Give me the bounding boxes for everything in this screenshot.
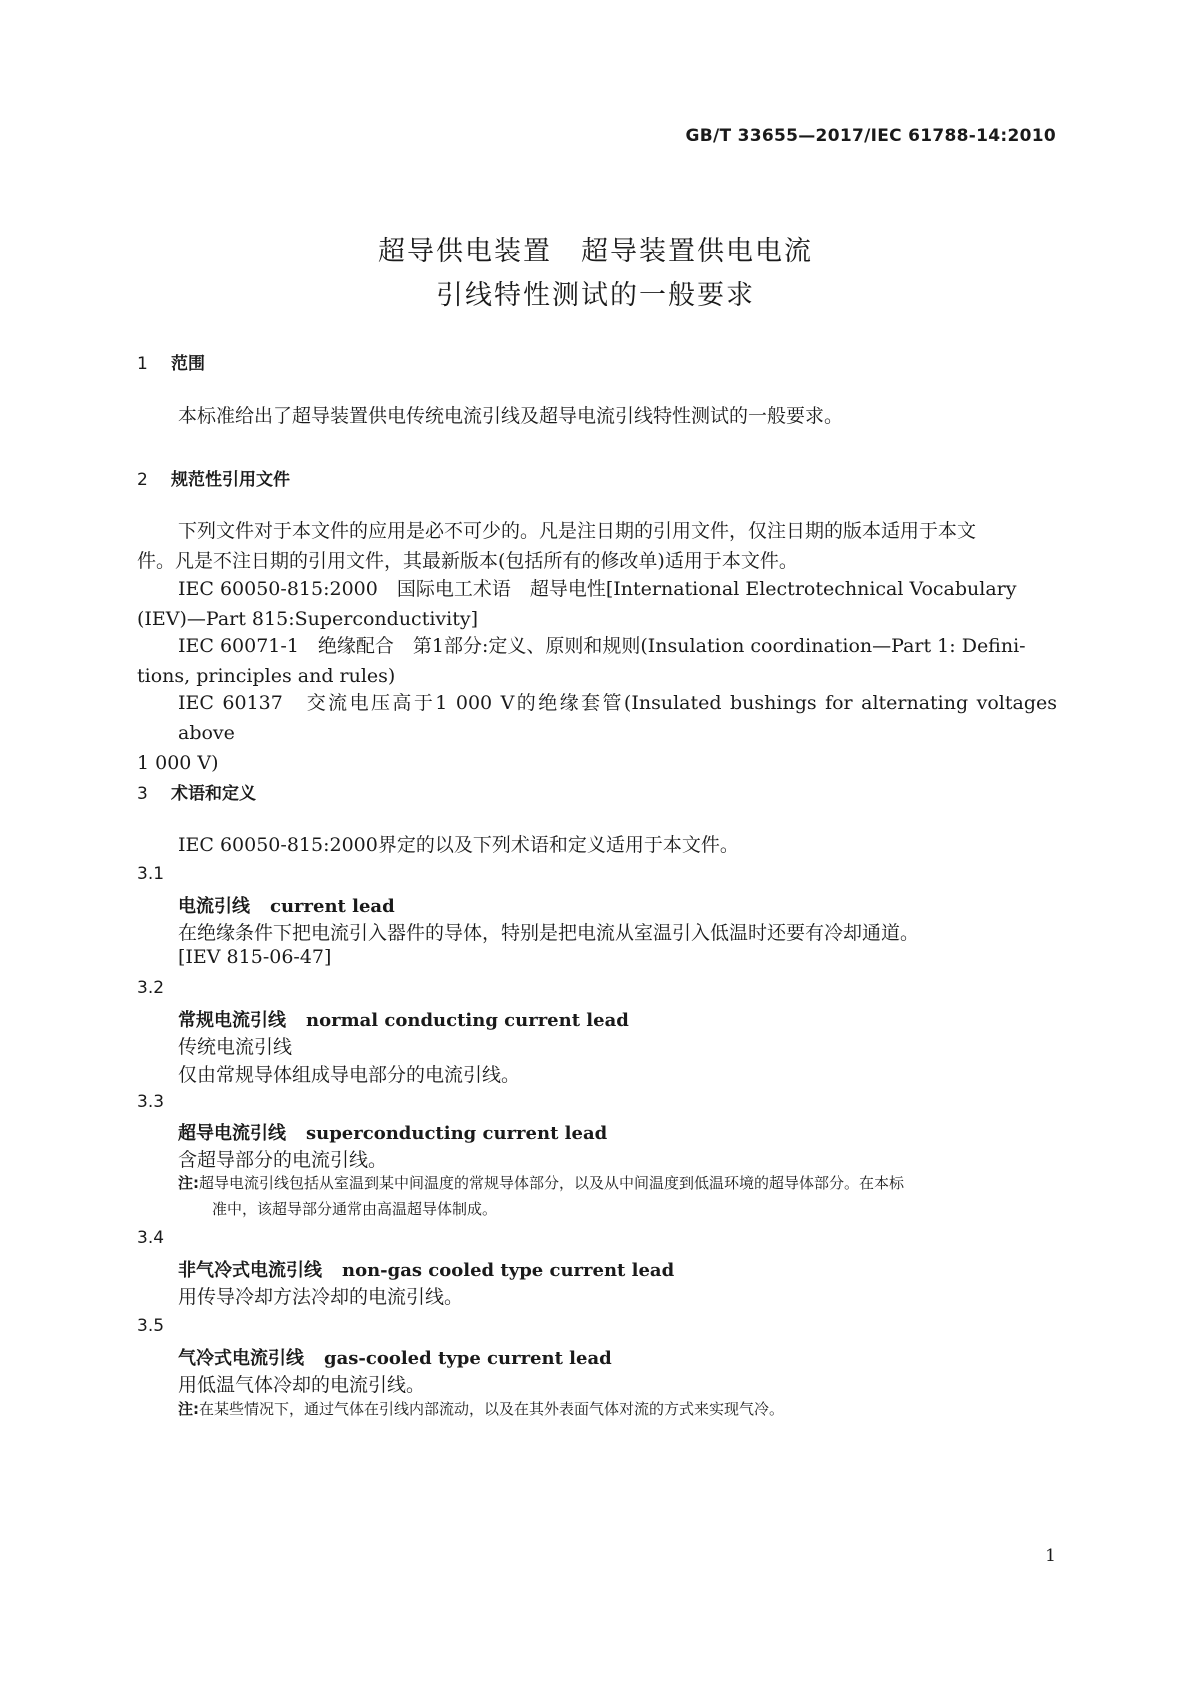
reference-item — [137, 574, 1057, 634]
page-number: 1 — [1045, 1546, 1056, 1566]
term-note — [178, 1396, 1058, 1422]
term-heading — [178, 1119, 607, 1145]
term-en: superconducting current lead — [306, 1123, 608, 1144]
reference-line: (IEV)—Part 815:Superconductivity] — [137, 608, 479, 630]
section-title: 规范性引用文件 — [171, 470, 290, 490]
reference-item — [137, 631, 1057, 691]
clause-number: 3.2 — [137, 978, 165, 998]
term-heading — [178, 892, 395, 918]
term-definition: 仅由常规导体组成导电部分的电流引线。 — [178, 1064, 521, 1086]
term-en: non-gas cooled type current lead — [342, 1260, 675, 1281]
section-heading-3 — [137, 779, 256, 804]
reference-line: tions, principles and rules) — [137, 665, 396, 687]
terms-intro-paragraph: IEC 60050-815:2000界定的以及下列术语和定义适用于本文件。 — [178, 834, 739, 856]
note-text: 准中，该超导部分通常由高温超导体制成。 — [212, 1200, 498, 1218]
term-zh: 常规电流引线 — [178, 1010, 286, 1031]
section-number: 3 — [137, 784, 148, 804]
term-definition: 在绝缘条件下把电流引入器件的导体，特别是把电流从室温引入低温时还要有冷却通道。 — [178, 922, 920, 944]
intro-line: 件。凡是不注日期的引用文件，其最新版本(包括所有的修改单)适用于本文件。 — [137, 550, 798, 572]
section-number: 1 — [137, 354, 148, 374]
intro-line: 下列文件对于本文件的应用是必不可少的。凡是注日期的引用文件，仅注日期的版本适用于本文 — [178, 520, 977, 542]
scope-paragraph: 本标准给出了超导装置供电传统电流引线及超导电流引线特性测试的一般要求。 — [178, 405, 844, 427]
term-en: gas-cooled type current lead — [324, 1348, 612, 1369]
term-heading — [178, 1344, 612, 1370]
term-note — [178, 1170, 1058, 1222]
note-text: 超导电流引线包括从室温到某中间温度的常规导体部分，以及从中间温度到低温环境的超导体部分。在本标 — [199, 1174, 905, 1192]
term-heading — [178, 1006, 629, 1032]
document-title-line1: 超导供电装置 超导装置供电电流 — [378, 236, 813, 267]
section-number: 2 — [137, 470, 148, 490]
clause-number: 3.4 — [137, 1228, 165, 1248]
reference-line: IEC 60071-1 绝缘配合 第1部分:定义、原则和规则(Insulation coordination—Part 1: Defini- — [178, 635, 1026, 657]
term-definition: 用传导冷却方法冷却的电流引线。 — [178, 1286, 464, 1308]
term-zh: 超导电流引线 — [178, 1123, 286, 1144]
reference-line: IEC 60050-815:2000 国际电工术语 超导电性[International Electrotechnical Vocabulary — [178, 578, 1017, 600]
term-en: current lead — [270, 896, 395, 917]
term-zh: 气冷式电流引线 — [178, 1348, 304, 1369]
term-definition: 用低温气体冷却的电流引线。 — [178, 1374, 426, 1396]
standard-code: GB/T 33655—2017/IEC 61788-14:2010 — [685, 126, 1056, 146]
note-label: 注: — [178, 1400, 199, 1418]
clause-number: 3.5 — [137, 1316, 165, 1336]
term-synonym: 传统电流引线 — [178, 1036, 293, 1058]
note-label: 注: — [178, 1174, 199, 1192]
document-title-line2: 引线特性测试的一般要求 — [436, 280, 755, 311]
section-heading-2 — [137, 465, 290, 490]
note-text: 在某些情况下，通过气体在引线内部流动，以及在其外表面气体对流的方式来实现气冷。 — [199, 1400, 785, 1418]
reference-item — [137, 688, 1057, 778]
term-en: normal conducting current lead — [306, 1010, 629, 1031]
clause-number: 3.1 — [137, 864, 165, 884]
section-title: 术语和定义 — [171, 784, 256, 804]
term-zh: 电流引线 — [178, 896, 250, 917]
reference-line: IEC 60137 交流电压高于1 000 V的绝缘套管(Insulated bushings for alternating voltages above — [178, 692, 1057, 744]
section-heading-1 — [137, 349, 205, 374]
reference-line: 1 000 V) — [137, 752, 219, 774]
term-definition: 含超导部分的电流引线。 — [178, 1149, 388, 1171]
normative-intro-paragraph — [137, 516, 1057, 576]
term-zh: 非气冷式电流引线 — [178, 1260, 322, 1281]
term-heading — [178, 1256, 674, 1282]
section-title: 范围 — [171, 354, 205, 374]
term-source: [IEV 815-06-47] — [178, 946, 332, 968]
clause-number: 3.3 — [137, 1092, 165, 1112]
